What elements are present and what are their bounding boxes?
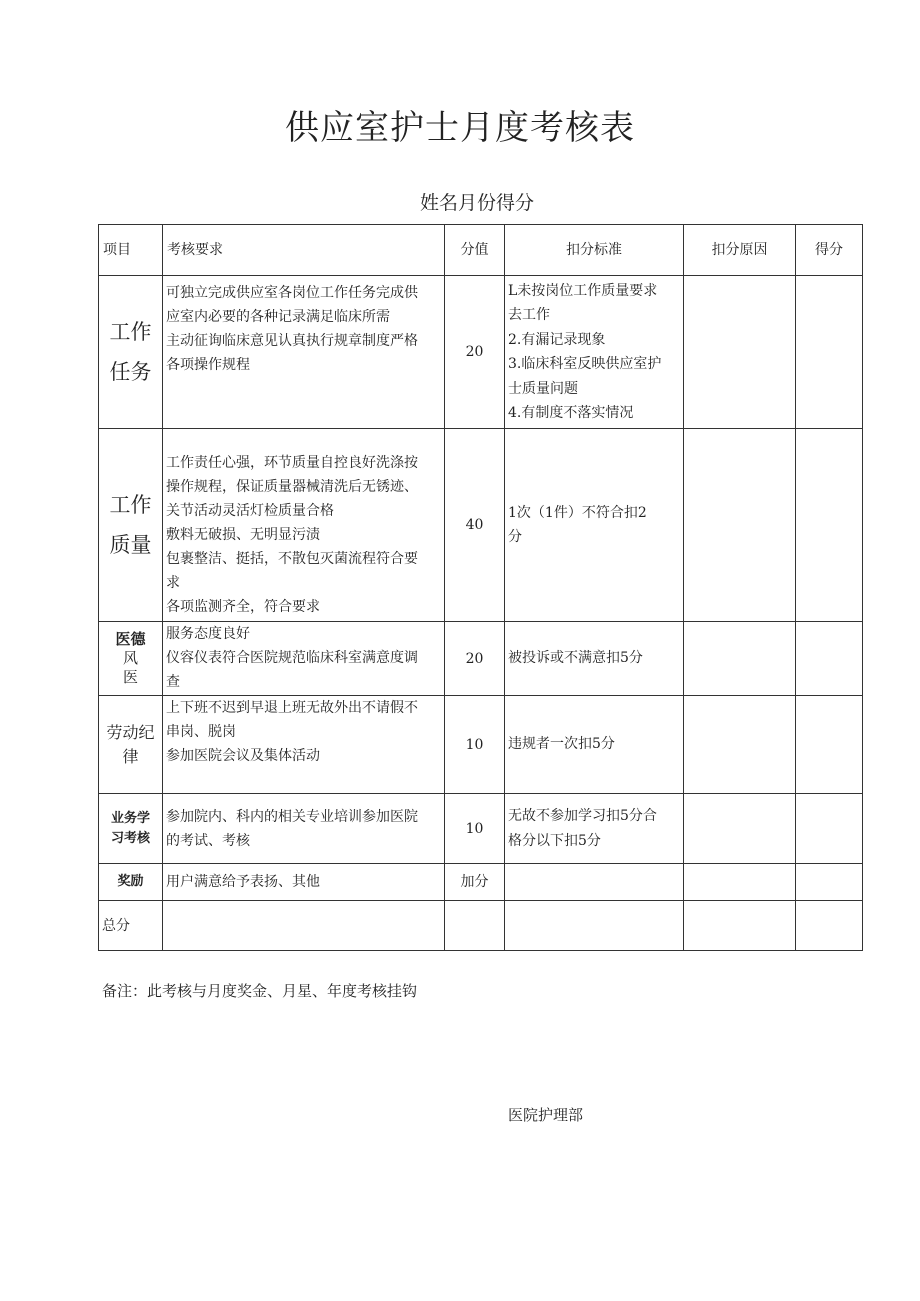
name-month-score-line: 姓名月份得分 [420, 192, 535, 214]
page-title: 供应室护士月度考核表 [285, 108, 635, 148]
category-line: 医 [122, 668, 138, 686]
criteria-cell[interactable] [505, 864, 684, 901]
criteria-line: 违规者一次扣5分 [508, 736, 615, 753]
requirement-line: 应室内必要的各种记录满足临床所需 [166, 309, 390, 325]
requirement-line: 可独立完成供应室各岗位工作任务完成供 [166, 285, 418, 301]
requirement-line: 上下班不迟到早退上班无故外出不请假不 [166, 700, 418, 716]
score-cell[interactable] [796, 429, 863, 622]
criteria-line: 1次（1件）不符合扣2 [508, 504, 647, 521]
category-line: 劳动纪 [106, 722, 155, 742]
points-cell: 40 [445, 429, 505, 622]
table-row [99, 429, 863, 622]
criteria-line: L未按岗位工作质量要求 [508, 282, 658, 299]
table-row [99, 622, 863, 696]
category-cell [99, 622, 163, 696]
category-line: 风 [122, 649, 138, 667]
total-requirement-cell [163, 901, 445, 951]
total-row [99, 901, 863, 951]
requirement-line: 工作责任心强，环节质量自控良好洗涤按 [166, 455, 418, 471]
deduction-reason-cell[interactable] [684, 276, 796, 429]
deduction-reason-cell[interactable] [684, 864, 796, 901]
criteria-line: 格分以下扣5分 [508, 832, 601, 849]
requirement-cell [163, 429, 445, 622]
criteria-line: 无故不参加学习扣5分合 [508, 808, 657, 824]
header-row [99, 225, 863, 276]
criteria-line: 分 [508, 529, 522, 545]
requirement-line: 的考试、考核 [166, 832, 250, 849]
criteria-line: 去工作 [508, 307, 550, 323]
requirement-cell [163, 864, 445, 901]
points-cell: 10 [445, 696, 505, 794]
total-score-cell[interactable] [796, 901, 863, 951]
criteria-line: 被投诉或不满意扣5分 [508, 650, 643, 667]
total-points-cell[interactable] [445, 901, 505, 951]
category-cell [99, 794, 163, 864]
score-cell[interactable] [796, 622, 863, 696]
header-score: 得分 [796, 225, 863, 276]
category-cell [99, 276, 163, 429]
points-cell: 20 [445, 622, 505, 696]
score-cell[interactable] [796, 276, 863, 429]
criteria-cell [505, 622, 684, 696]
requirement-line: 求 [166, 575, 180, 591]
points-cell: 10 [445, 794, 505, 864]
header-points: 分值 [445, 225, 505, 276]
total-criteria-cell [505, 901, 684, 951]
category-line: 习考核 [110, 830, 150, 846]
requirement-line: 服务态度良好 [166, 626, 250, 642]
table-row [99, 696, 863, 794]
total-label: 总分 [99, 901, 163, 951]
requirement-line: 用户满意给予表扬、其他 [166, 874, 320, 890]
score-cell[interactable] [796, 794, 863, 864]
requirement-line: 查 [166, 674, 180, 690]
requirement-line: 参加医院会议及集体活动 [166, 748, 320, 764]
deduction-reason-cell[interactable] [684, 622, 796, 696]
requirement-line: 参加院内、科内的相关专业培训参加医院 [166, 808, 418, 825]
category-line: 医德 [115, 630, 146, 648]
requirement-line: 串岗、脱岗 [166, 724, 236, 740]
requirement-cell [163, 794, 445, 864]
deduction-reason-cell[interactable] [684, 794, 796, 864]
category-line: 律 [122, 746, 139, 766]
category-cell [99, 864, 163, 901]
requirement-line: 敷料无破损、无明显污渍 [166, 527, 320, 543]
category-line: 工作 [109, 493, 152, 517]
requirement-cell [163, 622, 445, 696]
criteria-line: 3.临床科室反映供应室护 [508, 356, 662, 372]
criteria-cell [505, 696, 684, 794]
deduction-reason-cell[interactable] [684, 429, 796, 622]
total-reason-cell [684, 901, 796, 951]
remark-note: 备注：此考核与月度奖金、月星、年度考核挂钩 [102, 982, 418, 1000]
category-line: 业务学 [110, 810, 150, 826]
header-deduction-standard: 扣分标准 [505, 225, 684, 276]
criteria-line: 士质量问题 [508, 380, 578, 397]
score-cell[interactable] [796, 696, 863, 794]
criteria-line: 4.有制度不落实情况 [508, 405, 634, 421]
requirement-line: 包裹整洁、挺括，不散包灭菌流程符合要 [166, 551, 418, 567]
score-cell[interactable] [796, 864, 863, 901]
header-item: 项目 [99, 225, 163, 276]
assessment-table [98, 224, 863, 951]
category-line: 质量 [109, 533, 152, 557]
category-line: 任务 [109, 360, 152, 384]
category-line: 奖励 [117, 874, 144, 889]
points-cell: 加分 [445, 864, 505, 901]
requirement-line: 各项操作规程 [166, 357, 250, 373]
category-cell [99, 696, 163, 794]
table-row [99, 864, 863, 901]
requirement-line: 各项监测齐全，符合要求 [166, 599, 320, 615]
requirement-line: 关节活动灵活灯检质量合格 [166, 503, 334, 519]
category-line: 工作 [109, 320, 152, 344]
criteria-cell [505, 794, 684, 864]
requirement-cell [163, 276, 445, 429]
requirement-line: 操作规程，保证质量器械清洗后无锈迹、 [166, 479, 418, 495]
requirement-line: 主动征询临床意见认真执行规章制度严格 [166, 333, 418, 349]
points-cell: 20 [445, 276, 505, 429]
requirement-cell [163, 696, 445, 794]
deduction-reason-cell[interactable] [684, 696, 796, 794]
department-signature: 医院护理部 [508, 1106, 584, 1124]
header-deduction-reason: 扣分原因 [684, 225, 796, 276]
header-requirement: 考核要求 [163, 225, 445, 276]
criteria-cell [505, 276, 684, 429]
category-cell [99, 429, 163, 622]
criteria-cell [505, 429, 684, 622]
table-row [99, 276, 863, 429]
table-row [99, 794, 863, 864]
criteria-line: 2.有漏记录现象 [508, 331, 606, 348]
requirement-line: 仪容仪表符合医院规范临床科室满意度调 [166, 650, 418, 666]
